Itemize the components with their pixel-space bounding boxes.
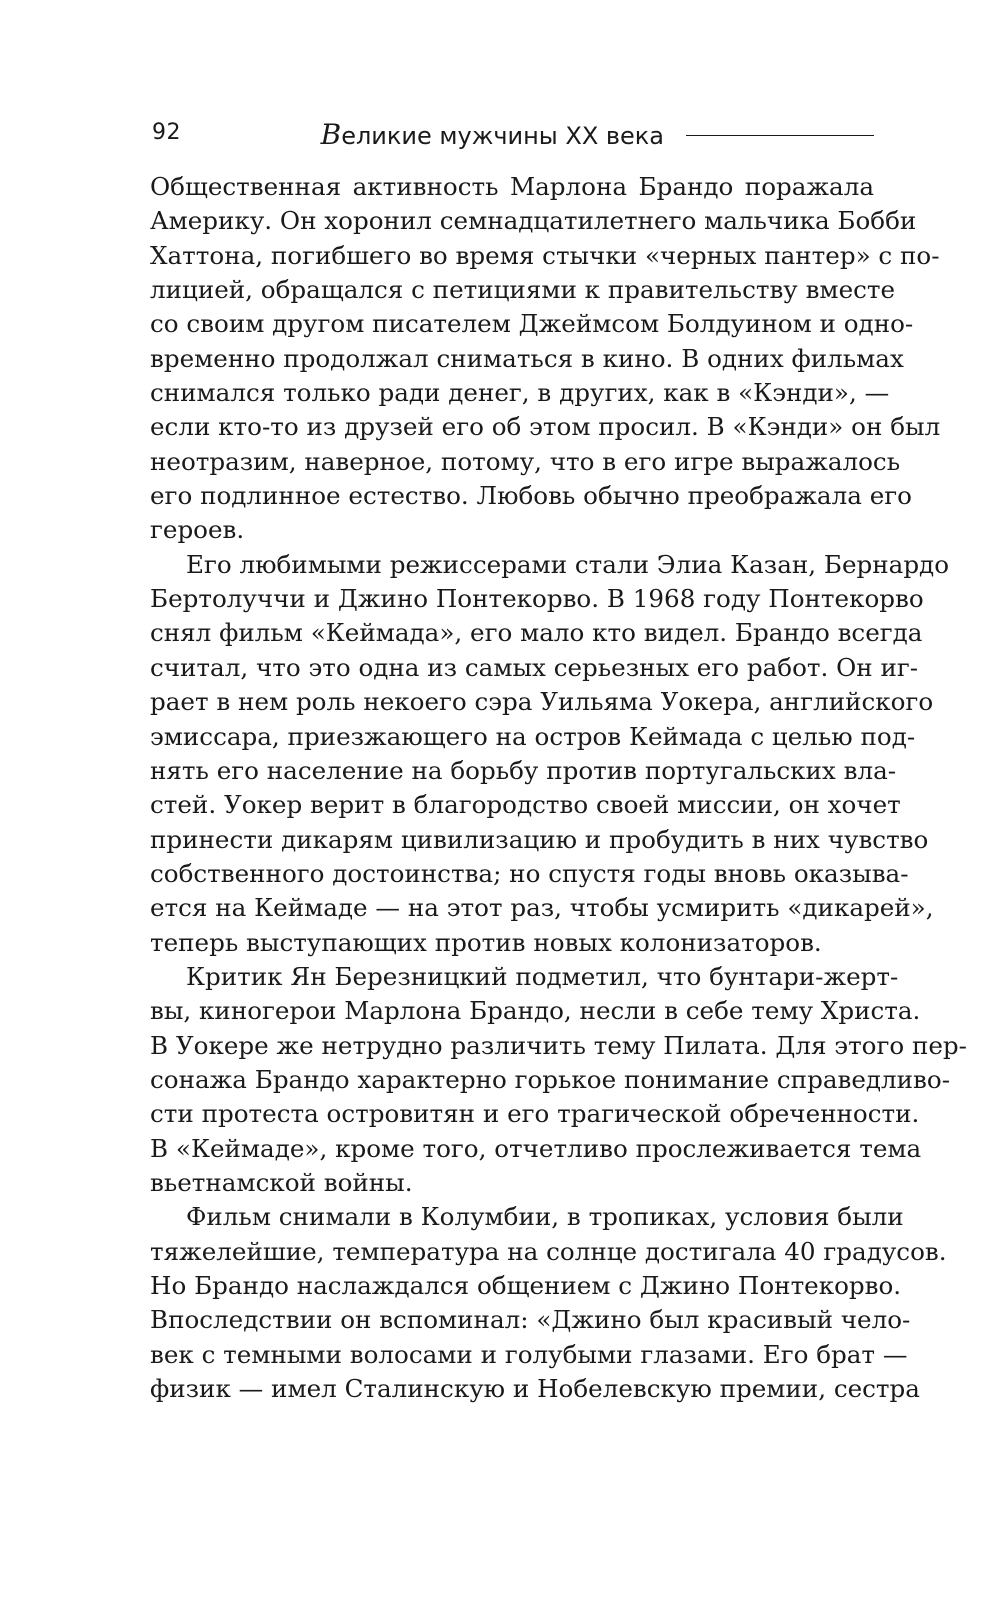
text-line: неотразим, наверное, потому, что в его игре выражалось xyxy=(150,446,901,476)
text-line: вьетнамской войны. xyxy=(150,1167,413,1197)
text-line: стей. Уокер верит в благородство своей миссии, он хочет xyxy=(150,790,901,820)
text-line: В Уокере же нетрудно различить тему Пилата. Для этого пер- xyxy=(150,1030,967,1060)
text-line: со своим другом писателем Джеймсом Болдуином и одно- xyxy=(150,309,914,339)
text-line: Общественная активность Марлона Брандо поражала xyxy=(150,172,874,201)
text-line: эмиссара, приезжающего на остров Кеймада с целью под- xyxy=(150,721,916,751)
running-header xyxy=(152,118,874,154)
running-title xyxy=(321,118,664,151)
text-line: снял фильм «Кеймада», его мало кто видел. Брандо всегда xyxy=(150,618,923,648)
text-line: век с темными волосами и голубыми глазами. Его брат — xyxy=(150,1339,908,1369)
text-line: рает в нем роль некоего сэра Уильяма Уокера, английского xyxy=(150,687,934,717)
text-line: теперь выступающих против новых колонизаторов. xyxy=(150,927,822,957)
header-rule xyxy=(686,135,874,136)
text-line: сонажа Брандо характерно горькое понимание справедливо- xyxy=(150,1064,951,1094)
page-number: 92 xyxy=(152,120,181,145)
text-line: Хаттона, погибшего во время стычки «черных пантер» с по- xyxy=(150,240,940,270)
text-line: временно продолжал сниматься в кино. В одних фильмах xyxy=(150,343,904,373)
paragraph xyxy=(150,960,967,1200)
text-line: вы, киногерои Марлона Брандо, несли в себе тему Христа. xyxy=(150,996,921,1026)
text-line: ется на Кеймаде — на этот раз, чтобы усмирить «дикарей», xyxy=(150,893,934,923)
text-line: если кто-то из друзей его об этом просил. В «Кэнди» он был xyxy=(150,412,941,442)
text-line: тяжелейшие, температура на солнце достигала 40 градусов. xyxy=(150,1236,947,1266)
running-title-initial: В xyxy=(320,118,342,151)
text-line: Критик Ян Березницкий подметил, что бунтари-жерт- xyxy=(186,961,899,991)
text-line: снимался только ради денег, в других, как в «Кэнди», — xyxy=(150,378,890,408)
text-line: Но Брандо наслаждался общением с Джино Понтекорво. xyxy=(150,1271,902,1300)
text-line: Америку. Он хоронил семнадцатилетнего мальчика Бобби xyxy=(150,206,917,236)
text-line: физик — имел Сталинскую и Нобелевскую премии, сестра xyxy=(150,1374,920,1404)
paragraph xyxy=(150,170,941,548)
text-line: принести дикарям цивилизацию и пробудить в них чувство xyxy=(150,824,929,854)
paragraph xyxy=(150,1200,947,1406)
text-line: нять его население на борьбу против португальских вла- xyxy=(150,755,897,785)
text-line: сти протеста островитян и его трагической обреченности. xyxy=(150,1099,920,1129)
text-line: героев. xyxy=(150,515,245,545)
text-line: собственного достоинства; но спустя годы вновь оказыва- xyxy=(150,858,909,888)
text-line: Впоследствии он вспоминал: «Джино был красивый чело- xyxy=(150,1305,911,1335)
text-line: В «Кеймаде», кроме того, отчетливо прослеживается тема xyxy=(150,1133,922,1163)
body-text xyxy=(150,170,967,1406)
text-line: Фильм снимали в Колумбии, в тропиках, условия были xyxy=(186,1202,904,1232)
text-line: Бертолуччи и Джино Понтекорво. В 1968 году Понтекорво xyxy=(150,584,924,614)
text-line: его подлинное естество. Любовь обычно преображала его xyxy=(150,481,912,511)
paragraph xyxy=(150,548,950,960)
text-line: считал, что это одна из самых серьезных его работ. Он иг- xyxy=(150,652,919,682)
text-line: лицией, обращался с петициями к правительству вместе xyxy=(150,275,896,305)
text-line: Его любимыми режиссерами стали Элиа Казан, Бернардо xyxy=(186,549,950,579)
running-title-rest: еликие мужчины XX века xyxy=(341,122,664,150)
